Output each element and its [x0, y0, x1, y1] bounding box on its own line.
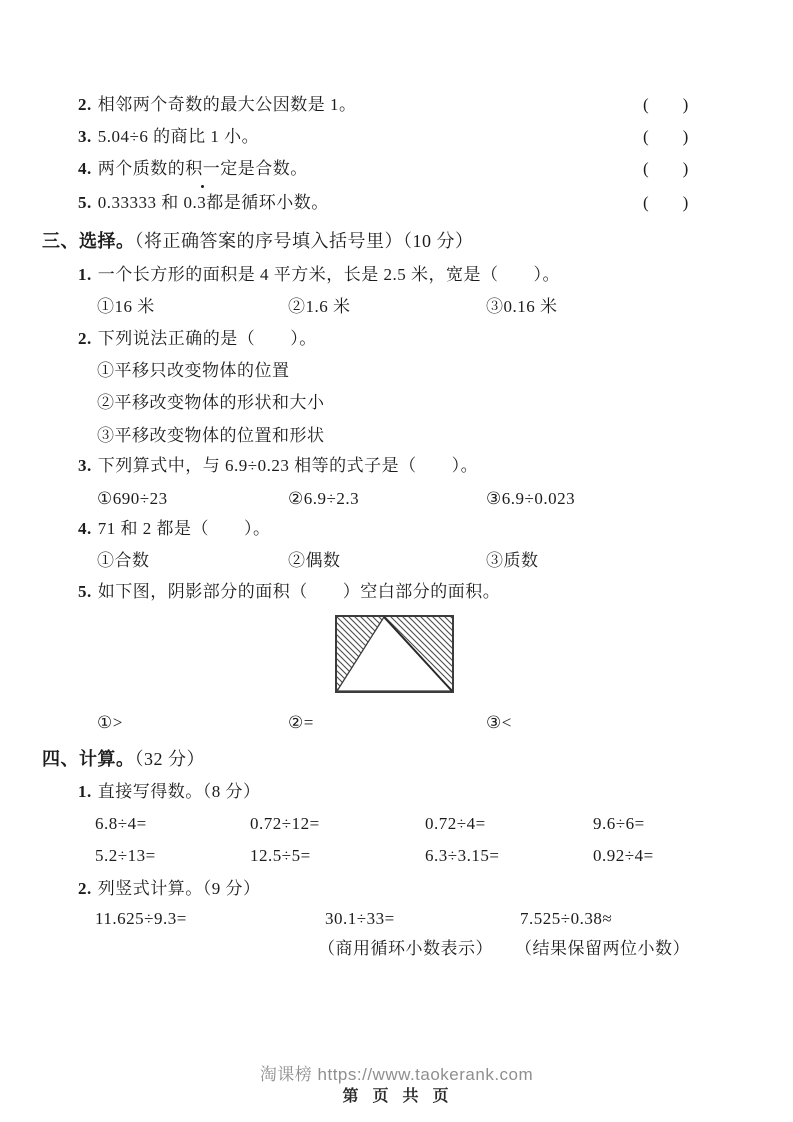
repeating-decimal-dot — [201, 185, 204, 188]
choice-q1-number: 1. — [78, 265, 92, 284]
calc-section-heading — [42, 748, 205, 770]
footer-site-url: 淘课榜 https://www.taokerank.com — [259, 1065, 534, 1084]
choice-q4-number: 4. — [78, 519, 92, 538]
judge-item-3-text: 5.04÷6 的商比 1 小。 — [97, 127, 260, 146]
choice-q2-option-1: ①平移只改变物体的位置 — [97, 361, 290, 380]
calc-section-heading-note: （32 分） — [134, 749, 205, 769]
calc-expression: 6.8÷4= — [95, 814, 147, 833]
choice-q1-stem: 1. 一个长方形的面积是 4 平方米，长是 2.5 米，宽是（ ）。 — [78, 265, 560, 284]
calc-expression: 0.72÷4= — [425, 814, 486, 833]
answer-bracket-3: ( ) — [643, 127, 689, 146]
choice-q5-option-2: ②= — [288, 713, 314, 732]
judge-item-3 — [78, 126, 259, 148]
choice-section-heading — [42, 230, 474, 252]
judge-item-2-text: 相邻两个奇数的最大公因数是 1。 — [97, 95, 357, 114]
choice-section-heading-note: （将正确答案的序号填入括号里）（10 分） — [134, 231, 474, 251]
choice-q5-option-1: ①> — [97, 713, 123, 732]
choice-q2-option-2: ②平移改变物体的形状和大小 — [97, 393, 325, 412]
judge-item-4 — [78, 158, 308, 180]
repeating-decimal-digit: 3 — [197, 192, 206, 214]
choice-q1-option-3: ③0.16 米 — [486, 297, 558, 316]
choice-q4-stem: 4. 71 和 2 都是（ ）。 — [78, 519, 271, 538]
shaded-area-figure — [335, 615, 454, 693]
judge-item-2-number: 2. — [78, 95, 92, 114]
calc-expression: 5.2÷13= — [95, 846, 156, 865]
answer-bracket-2: ( ) — [643, 95, 689, 114]
choice-q2-number: 2. — [78, 329, 92, 348]
answer-bracket-4: ( ) — [643, 159, 689, 178]
choice-q3-option-3: ③6.9÷0.023 — [486, 489, 576, 508]
calc-problem-3: 7.525÷0.38≈ — [520, 909, 613, 928]
choice-q2-option-3: ③平移改变物体的位置和形状 — [97, 426, 325, 445]
calc-sub1-title: 1. 直接写得数。（8 分） — [78, 782, 261, 801]
calc-sub1-number: 1. — [78, 782, 92, 801]
choice-q3-option-2: ②6.9÷2.3 — [288, 489, 360, 508]
calc-problem-3-note: （结果保留两位小数） — [515, 939, 690, 958]
choice-q5-option-3: ③< — [486, 713, 512, 732]
calc-expression: 0.92÷4= — [593, 846, 654, 865]
judge-item-5-text-after: 都是循环小数。 — [206, 193, 329, 212]
judge-item-4-text: 两个质数的积一定是合数。 — [97, 159, 308, 178]
footer-page-indicator: 第 页 共 页 — [342, 1088, 451, 1105]
choice-q2-stem: 2. 下列说法正确的是（ ）。 — [78, 329, 317, 348]
judge-item-5 — [78, 192, 329, 214]
judge-item-5-number: 5. — [78, 193, 92, 212]
choice-q5-number: 5. — [78, 582, 92, 601]
judge-item-3-number: 3. — [78, 127, 92, 146]
calc-sub2-title: 2. 列竖式计算。（9 分） — [78, 879, 261, 898]
calc-expression: 6.3÷3.15= — [425, 846, 500, 865]
calc-expression: 12.5÷5= — [250, 846, 311, 865]
calc-sub2-number: 2. — [78, 879, 92, 898]
choice-q3-stem: 3. 下列算式中，与 6.9÷0.23 相等的式子是（ ）。 — [78, 456, 479, 475]
calc-section-heading-title: 四、计算。 — [42, 749, 135, 769]
choice-q1-option-2: ②1.6 米 — [288, 297, 351, 316]
choice-section-heading-title: 三、选择。 — [42, 231, 135, 251]
calc-expression: 0.72÷12= — [250, 814, 320, 833]
judge-item-4-number: 4. — [78, 159, 92, 178]
choice-q4-option-1: ①合数 — [97, 551, 150, 570]
choice-q4-option-3: ③质数 — [486, 551, 539, 570]
judge-item-2 — [78, 94, 357, 116]
calc-expression: 9.6÷6= — [593, 814, 645, 833]
calc-problem-2-note: （商用循环小数表示） — [318, 939, 493, 958]
answer-bracket-5: ( ) — [643, 193, 689, 212]
choice-q5-stem: 5. 如下图，阴影部分的面积（ ）空白部分的面积。 — [78, 582, 501, 601]
judge-item-5-text-before: 0.33333 和 0. — [97, 193, 198, 212]
choice-q3-number: 3. — [78, 456, 92, 475]
choice-q3-option-1: ①690÷23 — [97, 489, 168, 508]
choice-q1-option-1: ①16 米 — [97, 297, 155, 316]
choice-q4-option-2: ②偶数 — [288, 551, 341, 570]
calc-problem-2: 30.1÷33= — [325, 909, 395, 928]
calc-problem-1: 11.625÷9.3= — [95, 909, 187, 928]
